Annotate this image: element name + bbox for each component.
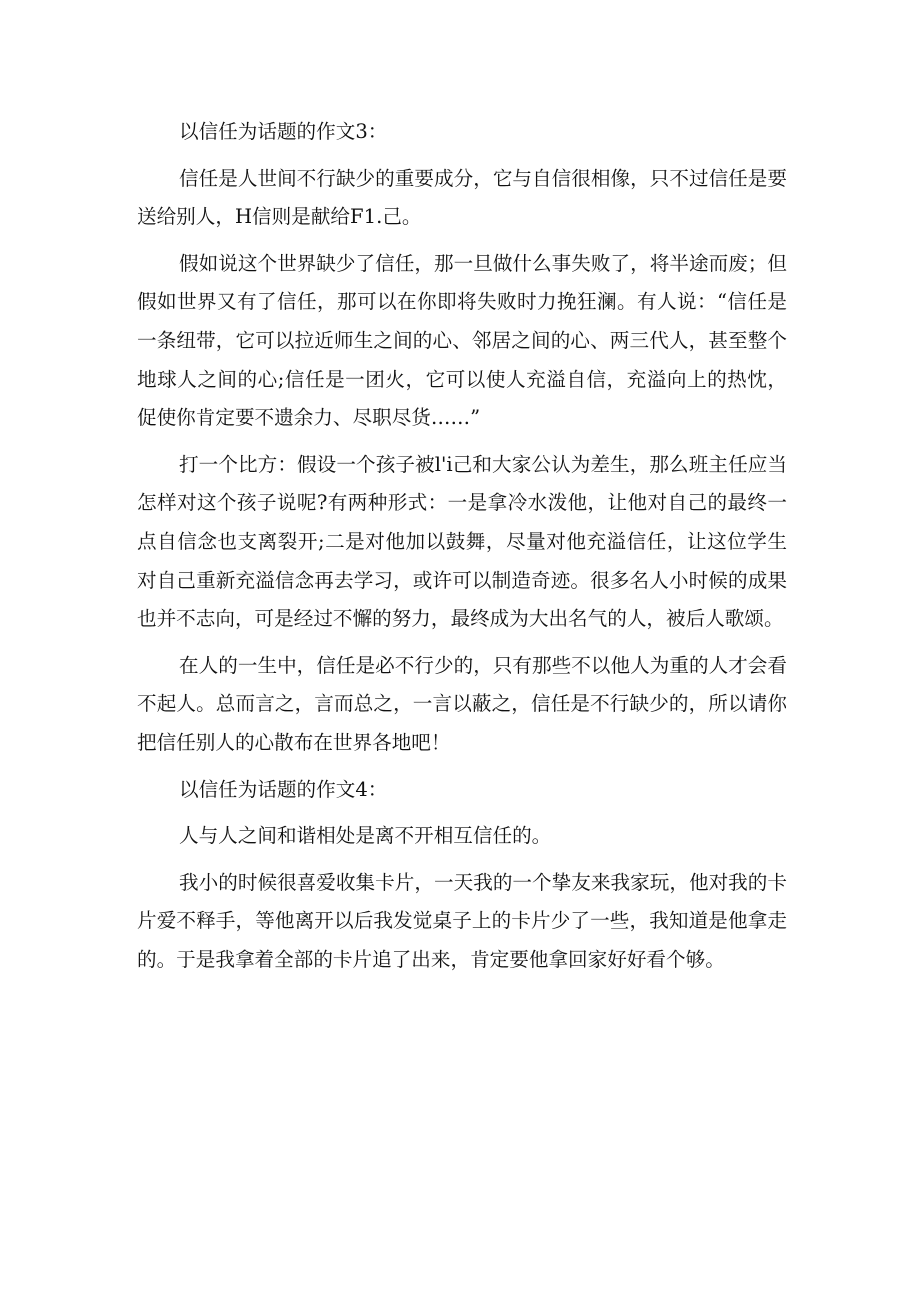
paragraph-card-story: 我小的时候很喜爱收集卡片，一天我的一个挚友来我家玩，他对我的卡片爱不释手，等他离开以后我发觉桌子上的卡片少了一些，我知道是他拿走的。于是我拿着全部的卡片追了出来，肯定要他拿回家好好看个够。 xyxy=(137,870,787,971)
paragraph-conclusion: 在人的一生中，信任是必不行少的，只有那些不以他人为重的人才会看不起人。总而言之，言而总之，一言以蔽之，信任是不行缺少的，所以请你把信任别人的心散布在世界各地吧！ xyxy=(137,653,787,754)
paragraph-world-without-trust: 假如说这个世界缺少了信任，那一旦做什么事失败了，将半途而废；但假如世界又有了信任，那可以在你即将失败时力挽狂澜。有人说：“信任是一条纽带，它可以拉近师生之间的心、邻居之间的心、两三代人，甚至整个地球人之间的心;信任是一团火，它可以使人充溢自信，充溢向上的热忱，促使你肯定要不遗余力、尽职尽货……” xyxy=(137,251,787,430)
paragraph-analogy: 打一个比方：假设一个孩子被l'i己和大家公认为差生，那么班主任应当怎样对这个孩子说呢?有两种形式：一是拿冷水泼他，让他对自己的最终一点自信念也支离裂开;二是对他加以鼓舞，尽量对他充溢信任，让这位学生对自己重新充溢信念再去学习，或许可以制造奇迹。很多名人小时候的成果也并不志向，可是经过不懈的努力，最终成为大出名气的人，被后人歌颂。 xyxy=(137,452,787,631)
paragraph-harmony: 人与人之间和谐相处是离不开相互信任的。 xyxy=(179,824,552,848)
essay-3-heading: 以信任为话题的作文3： xyxy=(179,120,388,143)
document-page xyxy=(137,113,787,987)
essay-4-heading: 以信任为话题的作文4： xyxy=(179,777,388,801)
paragraph-trust-definition: 信任是人世间不行缺少的重要成分，它与自信很相像，只不过信任是要送给别人，H信则是献给F1.己。 xyxy=(137,166,787,229)
